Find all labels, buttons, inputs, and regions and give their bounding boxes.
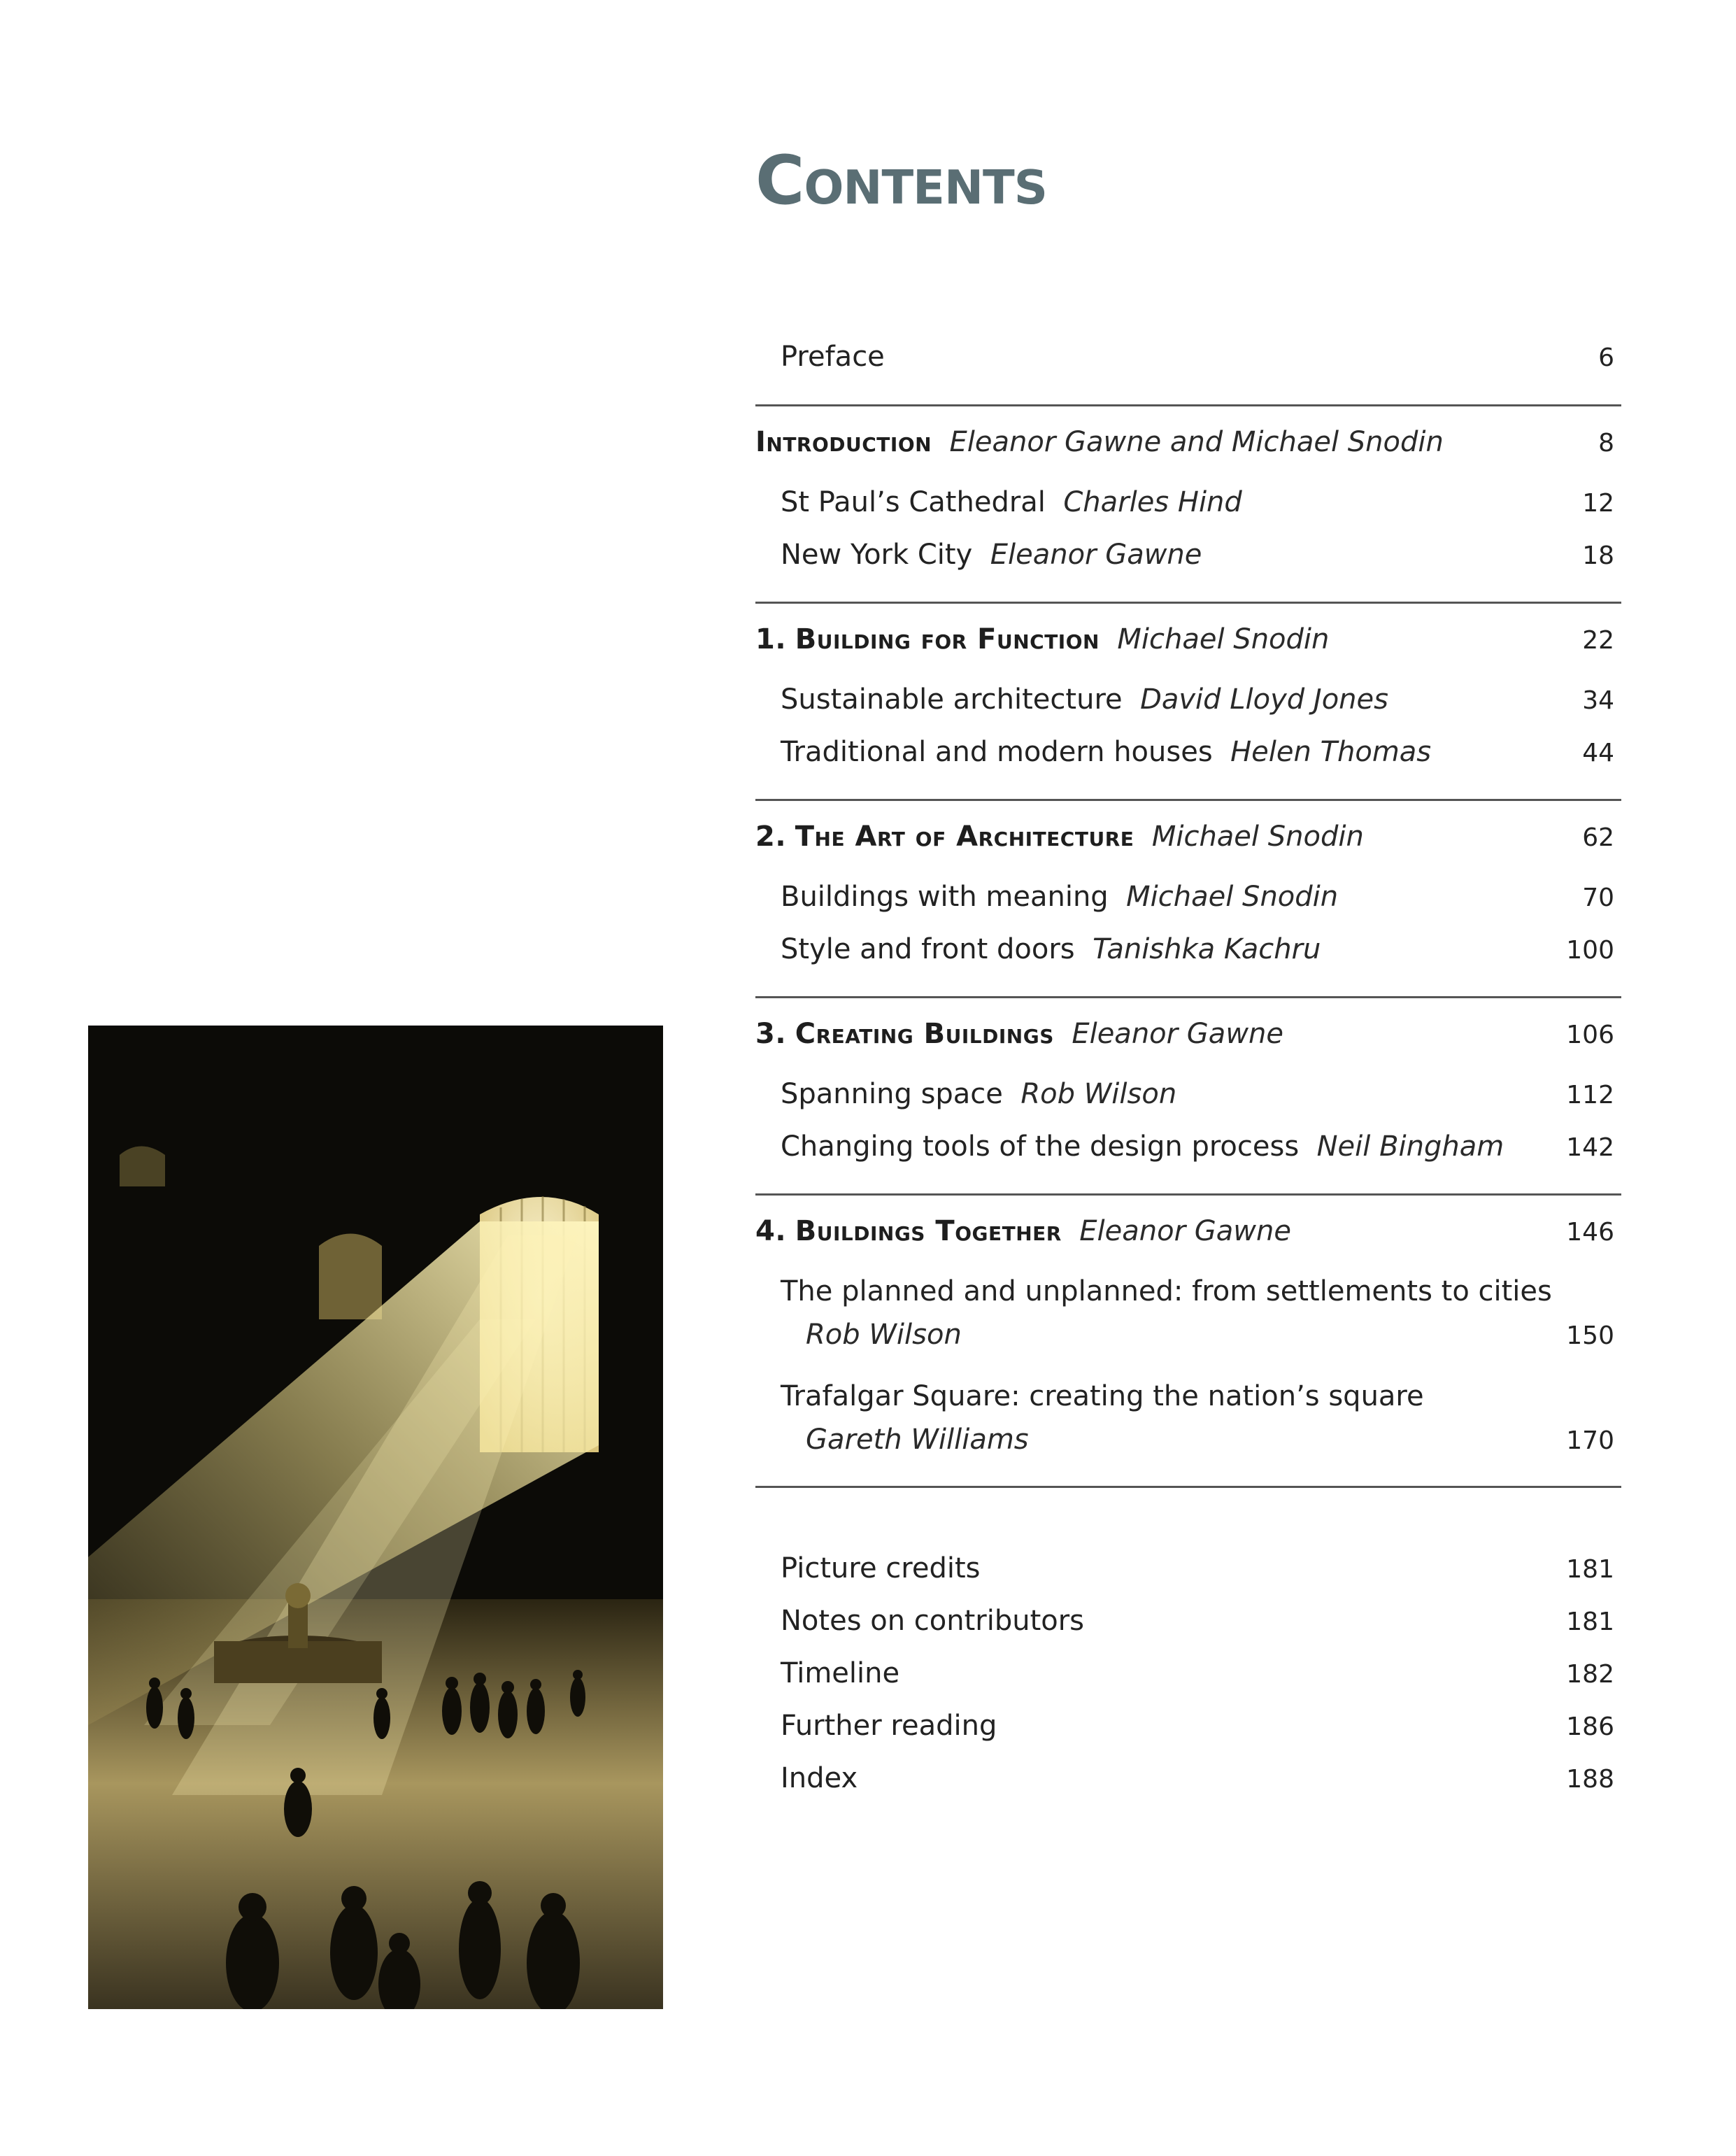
toc-entry-label: Style and front doors [781,933,1075,965]
station-hall-photo [88,1026,663,2009]
toc-entry-label: New York City [781,539,973,571]
toc-entry[interactable] [755,1120,1623,1162]
toc-entry-label: Changing tools of the design process [781,1130,1300,1163]
toc-entry[interactable] [755,923,1623,965]
toc-page-number: 182 [1566,1660,1614,1689]
section-number: 4. [755,1215,787,1247]
toc-page-number: 146 [1566,1218,1614,1247]
toc-entry-label: The planned and unplanned: from settlements to cities [781,1275,1552,1307]
toc-entry[interactable] [755,870,1623,912]
section-number: 3. [755,1018,787,1050]
toc-entry[interactable] [755,1308,1623,1350]
section-author: Eleanor Gawne [1072,1018,1283,1050]
toc-page-number: 106 [1566,1021,1614,1050]
toc-section-2[interactable] [755,810,1623,852]
toc-entry-author: Rob Wilson [1020,1078,1177,1110]
toc-page-number: 170 [1566,1426,1614,1456]
section-divider [755,799,1621,801]
section-divider [755,404,1621,406]
toc-page-number: 188 [1566,1765,1614,1794]
toc-entry[interactable] [755,1413,1623,1455]
section-divider [755,1193,1621,1196]
toc-entry[interactable] [755,1068,1623,1109]
section-number: 2. [755,821,787,853]
toc-page-number: 112 [1566,1081,1614,1110]
toc-page-number: 70 [1582,884,1614,913]
toc-entry[interactable] [755,1265,1623,1307]
toc-entry-back-matter[interactable] [755,1594,1623,1636]
toc-entry-back-matter[interactable] [755,1752,1623,1794]
toc-page-number: 12 [1582,489,1614,518]
toc-section-introduction[interactable] [755,416,1623,458]
section-divider [755,996,1621,998]
toc-entry-label: Picture credits [781,1552,981,1584]
section-author: Michael Snodin [1151,821,1364,853]
toc-section-4[interactable] [755,1205,1623,1247]
toc-page-number: 100 [1566,936,1614,965]
toc-entry-label: Sustainable architecture [781,683,1123,716]
toc-entry-author: Michael Snodin [1126,881,1339,913]
toc-entry-label: St Paul’s Cathedral [781,486,1046,518]
toc-entry-label: Index [781,1762,858,1794]
toc-page-number: 22 [1582,626,1614,655]
toc-page-number: 181 [1566,1555,1614,1584]
toc-page-number: 150 [1566,1321,1614,1351]
section-author: Michael Snodin [1117,623,1330,655]
toc-entry[interactable] [755,476,1623,518]
toc-entry-author: David Lloyd Jones [1140,683,1388,716]
toc-page-number: 44 [1582,739,1614,768]
section-heading: Buildings Together [795,1215,1062,1247]
toc-section-3[interactable] [755,1007,1623,1049]
section-author: Eleanor Gawne and Michael Snodin [949,426,1444,458]
toc-page-number: 8 [1598,429,1614,458]
section-heading: Building for Function [795,623,1100,655]
toc-page-number: 186 [1566,1712,1614,1742]
toc-entry[interactable] [755,725,1623,767]
section-divider [755,602,1621,604]
toc-entry[interactable] [755,528,1623,570]
photo-illustration [88,1026,663,2009]
toc-entry-author: Charles Hind [1063,486,1242,518]
section-number: 1. [755,623,787,655]
toc-section-1[interactable] [755,613,1623,655]
toc-page-number: 181 [1566,1608,1614,1637]
toc-entry-label: Further reading [781,1710,997,1742]
toc-page-number: 62 [1582,823,1614,853]
section-heading: Creating Buildings [795,1018,1054,1050]
section-heading: The Art of Architecture [795,821,1134,853]
toc-page-number: 142 [1566,1133,1614,1163]
toc-entry[interactable] [755,673,1623,715]
toc-page-number: 6 [1598,343,1614,373]
page-title: Contents [755,141,1047,220]
toc-entry-back-matter[interactable] [755,1699,1623,1741]
toc-entry-back-matter[interactable] [755,1647,1623,1689]
section-divider [755,1486,1621,1488]
toc-entry-label: Trafalgar Square: creating the nation’s square [781,1380,1424,1412]
toc-entry-author: Eleanor Gawne [990,539,1202,571]
toc-entry[interactable] [755,1370,1623,1412]
toc-entry-author: Tanishka Kachru [1093,933,1321,965]
toc-entry-label: Spanning space [781,1078,1003,1110]
toc-entry-author: Rob Wilson [806,1319,962,1351]
toc-entry-preface[interactable] [755,330,1623,372]
toc-entry-label: Notes on contributors [781,1605,1085,1637]
toc-entry-back-matter[interactable] [755,1542,1623,1584]
toc-page-number: 34 [1582,686,1614,716]
toc-entry-author: Neil Bingham [1316,1130,1504,1163]
toc-page-number: 18 [1582,541,1614,571]
toc-entry-label: Preface [781,341,885,373]
toc-entry-label: Traditional and modern houses [781,736,1213,768]
toc-entry-label: Buildings with meaning [781,881,1109,913]
section-heading: Introduction [755,426,932,458]
toc-entry-author: Gareth Williams [806,1424,1029,1456]
section-author: Eleanor Gawne [1079,1215,1291,1247]
toc-entry-label: Timeline [781,1657,900,1689]
toc-entry-author: Helen Thomas [1230,736,1432,768]
